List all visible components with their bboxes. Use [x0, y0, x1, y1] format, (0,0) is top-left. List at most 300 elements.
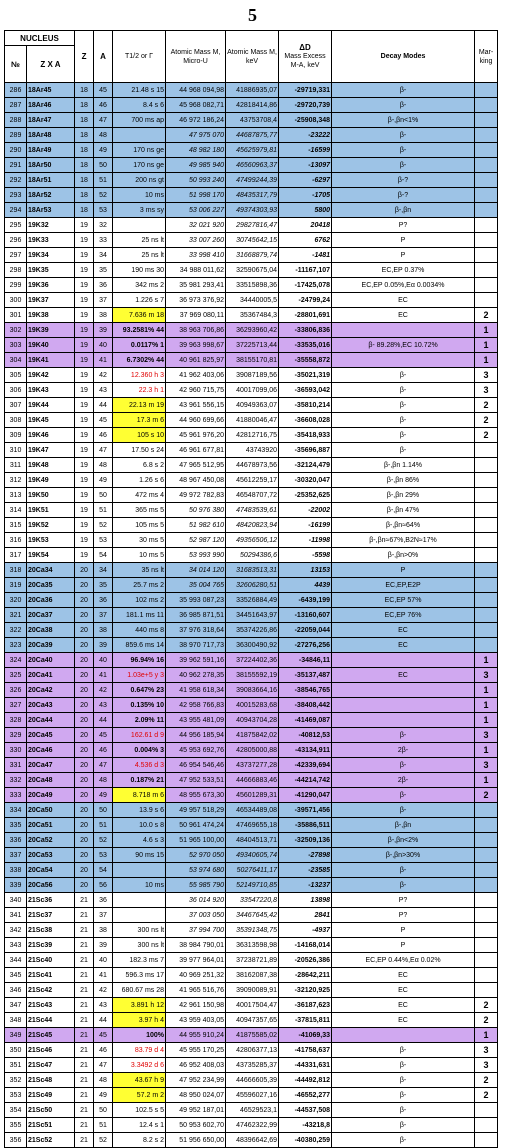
- nuclide-symbol: 19K52: [27, 518, 75, 533]
- decay-modes: β-,βn: [332, 203, 475, 218]
- nuclide-symbol: 19K40: [27, 338, 75, 353]
- atomic-mass-kev: 47499244,39: [226, 173, 279, 188]
- atomic-mass-micro: 46 954 546,46: [166, 758, 226, 773]
- decay-modes: β-?: [332, 188, 475, 203]
- mass-excess: -28642,211: [279, 968, 332, 983]
- mass-excess: -23222: [279, 128, 332, 143]
- a-value: 54: [94, 548, 113, 563]
- table-row: [5, 488, 498, 503]
- atomic-mass-micro: 36 014 920: [166, 893, 226, 908]
- z-value: 21: [75, 938, 94, 953]
- nuclide-symbol: 21Sc50: [27, 1103, 75, 1118]
- row-number: 356: [5, 1133, 27, 1148]
- atomic-mass-micro: 36 973 376,92: [166, 293, 226, 308]
- atomic-mass-kev: 48404513,71: [226, 833, 279, 848]
- atomic-mass-micro: 48 955 673,30: [166, 788, 226, 803]
- table-row: [5, 383, 498, 398]
- z-value: 19: [75, 458, 94, 473]
- table-row: [5, 503, 498, 518]
- half-life: 102 ms 2: [113, 593, 166, 608]
- mass-excess: -32509,136: [279, 833, 332, 848]
- z-value: 19: [75, 248, 94, 263]
- a-value: 53: [94, 848, 113, 863]
- a-value: 46: [94, 428, 113, 443]
- decay-modes: β-,βn 29%: [332, 488, 475, 503]
- mass-excess: -42339,694: [279, 758, 332, 773]
- z-value: 20: [75, 638, 94, 653]
- table-row: [5, 578, 498, 593]
- z-value: 18: [75, 173, 94, 188]
- row-number: 325: [5, 668, 27, 683]
- decay-modes: β-: [332, 1118, 475, 1133]
- atomic-mass-micro: 40 962 278,35: [166, 668, 226, 683]
- half-life-header: T1/2 or Γ: [113, 31, 166, 83]
- row-number: 340: [5, 893, 27, 908]
- table-row: [5, 1058, 498, 1073]
- row-number: 322: [5, 623, 27, 638]
- table-row: [5, 413, 498, 428]
- nuclide-symbol: 21Sc36: [27, 893, 75, 908]
- a-value: 45: [94, 728, 113, 743]
- table-row: [5, 128, 498, 143]
- half-life: 4.536 d 3: [113, 758, 166, 773]
- mass-excess: -35810,214: [279, 398, 332, 413]
- nuclide-symbol: 20Ca36: [27, 593, 75, 608]
- nuclide-symbol: 19K46: [27, 428, 75, 443]
- row-number: 296: [5, 233, 27, 248]
- atomic-mass-micro: 45 968 082,71: [166, 98, 226, 113]
- marking: 2: [475, 413, 498, 428]
- half-life: 25.7 ms 2: [113, 578, 166, 593]
- atomic-mass-kev: 31683513,31: [226, 563, 279, 578]
- marking: [475, 443, 498, 458]
- decay-modes: β-,βn 86%: [332, 473, 475, 488]
- a-value: 34: [94, 248, 113, 263]
- atomic-mass-micro: 35 993 087,23: [166, 593, 226, 608]
- atomic-mass-micro: 38 963 706,86: [166, 323, 226, 338]
- decay-modes: β-: [332, 728, 475, 743]
- row-number: 350: [5, 1043, 27, 1058]
- a-value: 49: [94, 143, 113, 158]
- atomic-mass-micro: 51 998 170: [166, 188, 226, 203]
- marking: [475, 293, 498, 308]
- z-value: 21: [75, 923, 94, 938]
- marking: 3: [475, 1058, 498, 1073]
- marking: 1: [475, 323, 498, 338]
- half-life: 10 ms: [113, 188, 166, 203]
- half-life: 10.0 s 8: [113, 818, 166, 833]
- nuclide-symbol: 21Sc41: [27, 968, 75, 983]
- atomic-mass-micro: 46 961 677,81: [166, 443, 226, 458]
- a-value: 49: [94, 788, 113, 803]
- half-life: 22.3 h 1: [113, 383, 166, 398]
- mass-excess: -41290,047: [279, 788, 332, 803]
- half-life: 8.718 m 6: [113, 788, 166, 803]
- marking: [475, 578, 498, 593]
- half-life: 25 ns lt: [113, 233, 166, 248]
- atomic-mass-micro: 34 988 011,62: [166, 263, 226, 278]
- mass-excess: -29719,331: [279, 83, 332, 98]
- a-value: 42: [94, 368, 113, 383]
- atomic-mass-kev: 50276411,17: [226, 863, 279, 878]
- atomic-mass-micro: 41 965 516,76: [166, 983, 226, 998]
- a-value: 37: [94, 908, 113, 923]
- a-value: 46: [94, 98, 113, 113]
- mass-excess: -33806,836: [279, 323, 332, 338]
- atomic-mass-kev: 33515898,36: [226, 278, 279, 293]
- atomic-mass-kev: 45601289,31: [226, 788, 279, 803]
- nuclide-symbol: 18Ar53: [27, 203, 75, 218]
- a-value: 50: [94, 1103, 113, 1118]
- marking: [475, 233, 498, 248]
- row-number: 333: [5, 788, 27, 803]
- row-number: 311: [5, 458, 27, 473]
- row-number: 286: [5, 83, 27, 98]
- a-value: 51: [94, 818, 113, 833]
- decay-modes: 2β-: [332, 773, 475, 788]
- table-row: [5, 323, 498, 338]
- table-row: [5, 863, 498, 878]
- mass-excess: -35696,887: [279, 443, 332, 458]
- half-life: 0.647% 23: [113, 683, 166, 698]
- table-row: [5, 623, 498, 638]
- atomic-mass-kev: 49340605,74: [226, 848, 279, 863]
- z-value: 19: [75, 548, 94, 563]
- atomic-mass-micro: 34 014 120: [166, 563, 226, 578]
- atomic-mass-micro: 50 953 602,70: [166, 1118, 226, 1133]
- half-life: 105 ms 5: [113, 518, 166, 533]
- half-life: 10 ms: [113, 878, 166, 893]
- nuclide-symbol: 18Ar49: [27, 143, 75, 158]
- atomic-mass-kev-header: Atomic Mass M, keV: [226, 31, 279, 83]
- marking: [475, 473, 498, 488]
- half-life: 181.1 ms 11: [113, 608, 166, 623]
- decay-modes: EC: [332, 998, 475, 1013]
- table-row: [5, 983, 498, 998]
- marking: [475, 1103, 498, 1118]
- half-life: 90 ms 15: [113, 848, 166, 863]
- table-row: [5, 443, 498, 458]
- atomic-mass-kev: 46534489,08: [226, 803, 279, 818]
- nuclide-symbol: 19K34: [27, 248, 75, 263]
- atomic-mass-micro: 37 976 318,64: [166, 623, 226, 638]
- half-life: 102.5 s 5: [113, 1103, 166, 1118]
- nuclide-symbol: 20Ca49: [27, 788, 75, 803]
- row-number: 324: [5, 653, 27, 668]
- table-row: [5, 1073, 498, 1088]
- table-row: [5, 1103, 498, 1118]
- half-life: [113, 128, 166, 143]
- number-header: №: [5, 46, 27, 83]
- marking: [475, 83, 498, 98]
- z-value: 20: [75, 608, 94, 623]
- half-life: 3.891 h 12: [113, 998, 166, 1013]
- mass-excess: -28801,691: [279, 308, 332, 323]
- half-life: 472 ms 4: [113, 488, 166, 503]
- atomic-mass-micro: 47 952 533,51: [166, 773, 226, 788]
- marking: [475, 188, 498, 203]
- page-number: 5: [248, 5, 257, 25]
- marking: [475, 1133, 498, 1148]
- nuclide-symbol: 19K43: [27, 383, 75, 398]
- z-value: 20: [75, 818, 94, 833]
- z-value: 20: [75, 803, 94, 818]
- half-life: 57.2 m 2: [113, 1088, 166, 1103]
- atomic-mass-micro: 50 993 240: [166, 173, 226, 188]
- nuclide-symbol: 20Ca38: [27, 623, 75, 638]
- nuclide-symbol: 19K47: [27, 443, 75, 458]
- z-value: 21: [75, 893, 94, 908]
- decay-modes: β-,βn≈67%,B2N≈17%: [332, 533, 475, 548]
- row-number: 344: [5, 953, 27, 968]
- marking: [475, 203, 498, 218]
- half-life: 1.226 s 7: [113, 293, 166, 308]
- atomic-mass-kev: 35367484,3: [226, 308, 279, 323]
- atomic-mass-micro: 50 976 380: [166, 503, 226, 518]
- atomic-mass-kev: 43753708,4: [226, 113, 279, 128]
- decay-modes: P: [332, 248, 475, 263]
- atomic-mass-kev: 48435317,79: [226, 188, 279, 203]
- mass-excess: -4937: [279, 923, 332, 938]
- marking: 2: [475, 428, 498, 443]
- half-life: 342 ms 2: [113, 278, 166, 293]
- nuclide-symbol: 19K49: [27, 473, 75, 488]
- mass-excess: -36187,623: [279, 998, 332, 1013]
- marking: [475, 863, 498, 878]
- z-value: 20: [75, 623, 94, 638]
- mass-excess: 13898: [279, 893, 332, 908]
- atomic-mass-kev: 43737277,28: [226, 758, 279, 773]
- nuclide-symbol: 20Ca46: [27, 743, 75, 758]
- mass-excess-header: [279, 31, 332, 83]
- a-value: 45: [94, 83, 113, 98]
- mass-excess: -13160,607: [279, 608, 332, 623]
- atomic-mass-kev: 45625979,81: [226, 143, 279, 158]
- decay-modes: EC: [332, 293, 475, 308]
- decay-modes: β-?: [332, 173, 475, 188]
- marking: 3: [475, 758, 498, 773]
- atomic-mass-kev: 30745642,15: [226, 233, 279, 248]
- nuclide-symbol: 21Sc47: [27, 1058, 75, 1073]
- z-value: 21: [75, 908, 94, 923]
- nuclide-symbol: 19K54: [27, 548, 75, 563]
- a-header: A: [94, 31, 113, 83]
- z-value: 21: [75, 1043, 94, 1058]
- marking: [475, 953, 498, 968]
- table-row: [5, 233, 498, 248]
- table-row: [5, 593, 498, 608]
- row-number: 320: [5, 593, 27, 608]
- marking: [475, 878, 498, 893]
- a-value: 39: [94, 938, 113, 953]
- mass-excess: 2841: [279, 908, 332, 923]
- z-value: 19: [75, 533, 94, 548]
- half-life: 10 ms 5: [113, 548, 166, 563]
- marking: [475, 938, 498, 953]
- atomic-mass-kev: 37224402,36: [226, 653, 279, 668]
- half-life: [113, 218, 166, 233]
- mass-excess: -35137,487: [279, 668, 332, 683]
- atomic-mass-micro: 40 969 251,32: [166, 968, 226, 983]
- atomic-mass-micro: 36 985 871,51: [166, 608, 226, 623]
- mass-excess: -41758,637: [279, 1043, 332, 1058]
- z-value: 19: [75, 293, 94, 308]
- half-life: 43.67 h 9: [113, 1073, 166, 1088]
- table-row: [5, 848, 498, 863]
- decay-modes: P?: [332, 893, 475, 908]
- z-value: 21: [75, 1058, 94, 1073]
- atomic-mass-kev: 46529523,1: [226, 1103, 279, 1118]
- half-life: 7.636 m 18: [113, 308, 166, 323]
- nuclide-symbol: 19K41: [27, 353, 75, 368]
- row-number: 303: [5, 338, 27, 353]
- decay-modes: EC: [332, 308, 475, 323]
- z-value: 19: [75, 428, 94, 443]
- nuclide-symbol: 20Ca48: [27, 773, 75, 788]
- mass-excess: -39571,456: [279, 803, 332, 818]
- row-number: 327: [5, 698, 27, 713]
- z-value: 19: [75, 443, 94, 458]
- decay-modes: β-: [332, 1058, 475, 1073]
- a-value: 47: [94, 758, 113, 773]
- atomic-mass-kev: 35374226,86: [226, 623, 279, 638]
- atomic-mass-micro: 37 969 080,11: [166, 308, 226, 323]
- row-number: 299: [5, 278, 27, 293]
- decay-modes: EC: [332, 638, 475, 653]
- atomic-mass-kev: 43735285,37: [226, 1058, 279, 1073]
- atomic-mass-micro: 41 962 403,06: [166, 368, 226, 383]
- half-life: 17.3 m 6: [113, 413, 166, 428]
- atomic-mass-kev: 47483539,61: [226, 503, 279, 518]
- table-row: [5, 878, 498, 893]
- nuclide-symbol: 19K32: [27, 218, 75, 233]
- a-value: 42: [94, 683, 113, 698]
- atomic-mass-kev: 32590675,04: [226, 263, 279, 278]
- atomic-mass-kev: 47462322,99: [226, 1118, 279, 1133]
- marking: [475, 218, 498, 233]
- row-number: 345: [5, 968, 27, 983]
- row-number: 341: [5, 908, 27, 923]
- nuclide-symbol: 20Ca52: [27, 833, 75, 848]
- atomic-mass-kev: 44666883,46: [226, 773, 279, 788]
- marking: 1: [475, 743, 498, 758]
- nuclide-symbol: 20Ca45: [27, 728, 75, 743]
- mass-excess: -22002: [279, 503, 332, 518]
- atomic-mass-kev: 40015283,68: [226, 698, 279, 713]
- table-row: [5, 473, 498, 488]
- marking: [475, 563, 498, 578]
- half-life: 440 ms 8: [113, 623, 166, 638]
- atomic-mass-micro: 45 961 976,20: [166, 428, 226, 443]
- nuclide-symbol: 20Ca37: [27, 608, 75, 623]
- nuclide-symbol: 18Ar45: [27, 83, 75, 98]
- table-row: [5, 293, 498, 308]
- table-row: [5, 533, 498, 548]
- row-number: 293: [5, 188, 27, 203]
- mass-excess: -27898: [279, 848, 332, 863]
- atomic-mass-kev: 48396642,69: [226, 1133, 279, 1148]
- decay-modes: β-: [332, 788, 475, 803]
- row-number: 353: [5, 1088, 27, 1103]
- atomic-mass-micro: 52 987 120: [166, 533, 226, 548]
- a-value: 50: [94, 803, 113, 818]
- row-number: 329: [5, 728, 27, 743]
- atomic-mass-kev: 49356506,12: [226, 533, 279, 548]
- z-value: 21: [75, 1013, 94, 1028]
- atomic-mass-micro: 51 982 610: [166, 518, 226, 533]
- atomic-mass-micro: 42 961 150,98: [166, 998, 226, 1013]
- mass-excess: -34846,11: [279, 653, 332, 668]
- row-number: 351: [5, 1058, 27, 1073]
- marking: [475, 113, 498, 128]
- a-value: 44: [94, 1013, 113, 1028]
- atomic-mass-micro: 43 955 481,09: [166, 713, 226, 728]
- marking: [475, 923, 498, 938]
- atomic-mass-kev: 39083664,16: [226, 683, 279, 698]
- row-number: 290: [5, 143, 27, 158]
- a-value: 51: [94, 173, 113, 188]
- table-row: [5, 728, 498, 743]
- atomic-mass-micro: 38 984 790,01: [166, 938, 226, 953]
- atomic-mass-kev: 38155170,81: [226, 353, 279, 368]
- atomic-mass-kev: 40017099,06: [226, 383, 279, 398]
- marking: [475, 1118, 498, 1133]
- a-value: 50: [94, 488, 113, 503]
- nuclide-symbol: 19K51: [27, 503, 75, 518]
- atomic-mass-kev: 52149710,85: [226, 878, 279, 893]
- row-number: 312: [5, 473, 27, 488]
- decay-modes: β-,βn>0%: [332, 548, 475, 563]
- nuclide-symbol: 21Sc44: [27, 1013, 75, 1028]
- mass-excess: -6297: [279, 173, 332, 188]
- atomic-mass-micro: 43 961 556,15: [166, 398, 226, 413]
- marking: 2: [475, 998, 498, 1013]
- a-value: 47: [94, 443, 113, 458]
- nuclide-symbol: 19K36: [27, 278, 75, 293]
- nuclide-symbol: 20Ca39: [27, 638, 75, 653]
- table-row: [5, 263, 498, 278]
- nuclide-symbol: 18Ar47: [27, 113, 75, 128]
- a-value: 48: [94, 458, 113, 473]
- atomic-mass-kev: 42812716,75: [226, 428, 279, 443]
- decay-modes: [332, 353, 475, 368]
- half-life: 12.4 s 1: [113, 1118, 166, 1133]
- decay-modes: β-,βn 1.14%: [332, 458, 475, 473]
- half-life: 12.360 h 3: [113, 368, 166, 383]
- atomic-mass-kev: 37238721,89: [226, 953, 279, 968]
- table-row: [5, 428, 498, 443]
- mass-excess: -29720,739: [279, 98, 332, 113]
- marking: [475, 803, 498, 818]
- row-number: 339: [5, 878, 27, 893]
- atomic-mass-micro: 37 994 700: [166, 923, 226, 938]
- a-value: 43: [94, 998, 113, 1013]
- decay-modes: EC,EP 76%: [332, 608, 475, 623]
- marking: 1: [475, 653, 498, 668]
- decay-modes: [332, 323, 475, 338]
- row-number: 313: [5, 488, 27, 503]
- a-value: 36: [94, 278, 113, 293]
- decay-modes: EC,EP 0.37%: [332, 263, 475, 278]
- decay-modes: β-: [332, 803, 475, 818]
- table-row: [5, 683, 498, 698]
- z-value: 20: [75, 713, 94, 728]
- marking: [475, 623, 498, 638]
- marking: [475, 158, 498, 173]
- atomic-mass-kev: 40947357,65: [226, 1013, 279, 1028]
- row-number: 348: [5, 1013, 27, 1028]
- atomic-mass-micro: 53 974 680: [166, 863, 226, 878]
